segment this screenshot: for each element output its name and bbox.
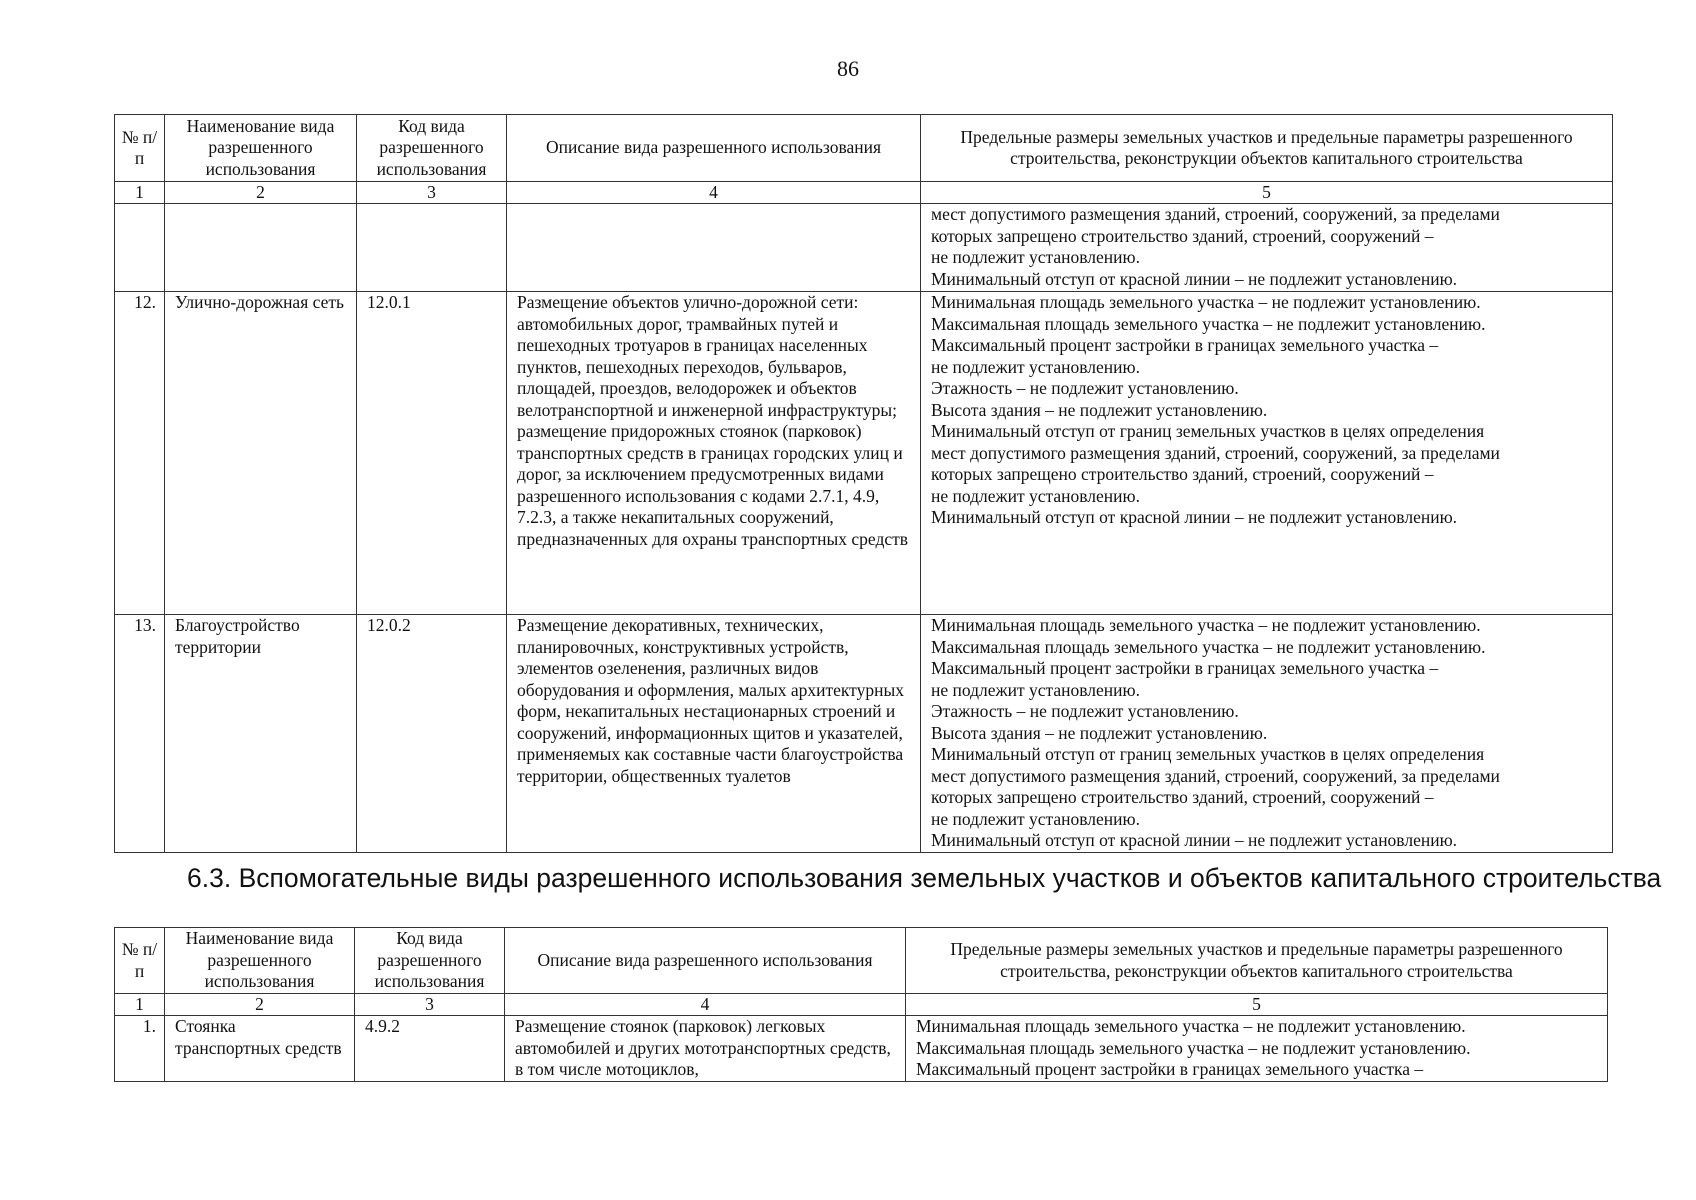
column-number-row (115, 994, 1608, 1016)
empty-cell (115, 204, 165, 292)
column-number-row (115, 182, 1613, 204)
column-number: 5 (906, 994, 1608, 1016)
params-cell (921, 292, 1613, 615)
use-name: Улично-дорожная сеть (165, 292, 357, 615)
param-line: не подлежит установлению. (931, 247, 1140, 267)
table-row-continuation (115, 204, 1613, 292)
use-name: Стоянка транспортных средств (165, 1016, 355, 1082)
row-number: 13. (115, 615, 165, 853)
param-line: Минимальный отступ от красной линии – не подлежит установлению. (931, 830, 1458, 850)
row-number: 12. (115, 292, 165, 615)
params-cell (921, 615, 1613, 853)
param-line: Минимальная площадь земельного участка – не подлежит установлению. (916, 1016, 1466, 1036)
param-line: Этажность – не подлежит установлению. (931, 378, 1239, 398)
header-code: Код вида разрешенного использования (357, 115, 507, 182)
table-header-row (115, 115, 1613, 182)
empty-cell (507, 204, 921, 292)
column-number: 3 (355, 994, 505, 1016)
column-number: 2 (165, 994, 355, 1016)
param-line: Минимальный отступ от красной линии – не подлежит установлению. (931, 268, 1458, 289)
column-number: 2 (165, 182, 357, 204)
column-number: 1 (115, 994, 165, 1016)
header-description: Описание вида разрешенного использования (507, 115, 921, 182)
params-cell (906, 1016, 1608, 1082)
header-name: Наименование вида разрешенного использования (165, 928, 355, 994)
params-cell (921, 204, 1613, 292)
use-description: Размещение стоянок (парковок) легковых автомобилей и других мототранспортных средств, в том числе мотоциклов, (505, 1016, 906, 1082)
land-use-table-auxiliary (114, 927, 1608, 1082)
header-params: Предельные размеры земельных участков и предельные параметры разрешенного строительства, реконструкции объектов капитального строительства (921, 115, 1613, 182)
use-code: 12.0.1 (357, 292, 507, 615)
param-line: Этажность – не подлежит установлению. (931, 701, 1239, 721)
param-line: не подлежит установлению. (931, 679, 1140, 700)
use-name: Благоустройство территории (165, 615, 357, 853)
param-line: мест допустимого размещения зданий, строений, сооружений, за пределами (931, 442, 1500, 463)
param-line: Минимальная площадь земельного участка – не подлежит установлению. (931, 292, 1481, 312)
row-number: 1. (115, 1016, 165, 1082)
header-code: Код вида разрешенного использования (355, 928, 505, 994)
param-line: Высота здания – не подлежит установлению. (931, 722, 1268, 743)
page-number: 86 (837, 56, 859, 81)
param-line: не подлежит установлению. (931, 808, 1140, 829)
use-code: 4.9.2 (355, 1016, 505, 1082)
header-params: Предельные размеры земельных участков и предельные параметры разрешенного строительства, реконструкции объектов капитального строительства (906, 928, 1608, 994)
param-line: Максимальный процент застройки в границах земельного участка – (916, 1059, 1424, 1079)
param-line: не подлежит установлению. (931, 485, 1140, 506)
param-line: которых запрещено строительство зданий, строений, сооружений – (931, 464, 1434, 484)
header-description: Описание вида разрешенного использования (505, 928, 906, 994)
param-line: которых запрещено строительство зданий, строений, сооружений – (931, 225, 1434, 246)
param-line: Высота здания – не подлежит установлению. (931, 399, 1268, 420)
table-row-1 (115, 1016, 1608, 1082)
param-line: не подлежит установлению. (931, 356, 1140, 377)
land-use-table-main (114, 114, 1613, 853)
empty-cell (165, 204, 357, 292)
column-number: 1 (115, 182, 165, 204)
use-description: Размещение объектов улично-дорожной сети: автомобильных дорог, трамвайных путей и пешеходных тротуаров в границах населенных пунктов, пешеходных переходов, бульваров, площадей, проездов, велодорожек и объектов велотранспортной и инженерной инфраструктуры; размещение придорожных стоянок (парковок) транспортных средств в границах городских улиц и дорог, за исключением предусмотренных видами разрешенного использования с кодами 2.7.1, 4.9, 7.2.3, а также некапитальных сооружений, предназначенных для охраны транспортных средств (507, 292, 921, 615)
header-num: № п/п (115, 115, 165, 182)
column-number: 3 (357, 182, 507, 204)
param-line: Минимальная площадь земельного участка – не подлежит установлению. (931, 615, 1481, 635)
param-line: мест допустимого размещения зданий, строений, сооружений, за пределами (931, 765, 1500, 786)
param-line: которых запрещено строительство зданий, строений, сооружений – (931, 787, 1434, 807)
param-line: Максимальная площадь земельного участка – не подлежит установлению. (931, 313, 1486, 334)
table-row-12 (115, 292, 1613, 615)
param-line: Максимальная площадь земельного участка – не подлежит установлению. (916, 1037, 1471, 1058)
param-line: Максимальный процент застройки в границах земельного участка – (931, 335, 1439, 355)
use-code: 12.0.2 (357, 615, 507, 853)
param-line: Максимальная площадь земельного участка – не подлежит установлению. (931, 636, 1486, 657)
column-number: 5 (921, 182, 1613, 204)
empty-cell (357, 204, 507, 292)
column-number: 4 (505, 994, 906, 1016)
param-line: Минимальный отступ от красной линии – не подлежит установлению. (931, 507, 1458, 527)
header-num: № п/п (115, 928, 165, 994)
column-number: 4 (507, 182, 921, 204)
use-description: Размещение декоративных, технических, планировочных, конструктивных устройств, элементов озеленения, различных видов оборудования и оформления, малых архитектурных форм, некапитальных нестационарных строений и сооружений, информационных щитов и указателей, применяемых как составные части благоустройства территории, общественных туалетов (507, 615, 921, 853)
param-line: Максимальный процент застройки в границах земельного участка – (931, 658, 1439, 678)
header-name: Наименование вида разрешенного использования (165, 115, 357, 182)
param-line: Минимальный отступ от границ земельных участков в целях определения (931, 744, 1485, 764)
section-heading: 6.3. Вспомогательные виды разрешенного использования земельных участков и объектов капитального строительства (187, 863, 1662, 893)
table-header-row (115, 928, 1608, 994)
param-line: Минимальный отступ от границ земельных участков в целях определения (931, 421, 1485, 441)
table-row-13 (115, 615, 1613, 853)
param-line: мест допустимого размещения зданий, строений, сооружений, за пределами (931, 204, 1500, 224)
